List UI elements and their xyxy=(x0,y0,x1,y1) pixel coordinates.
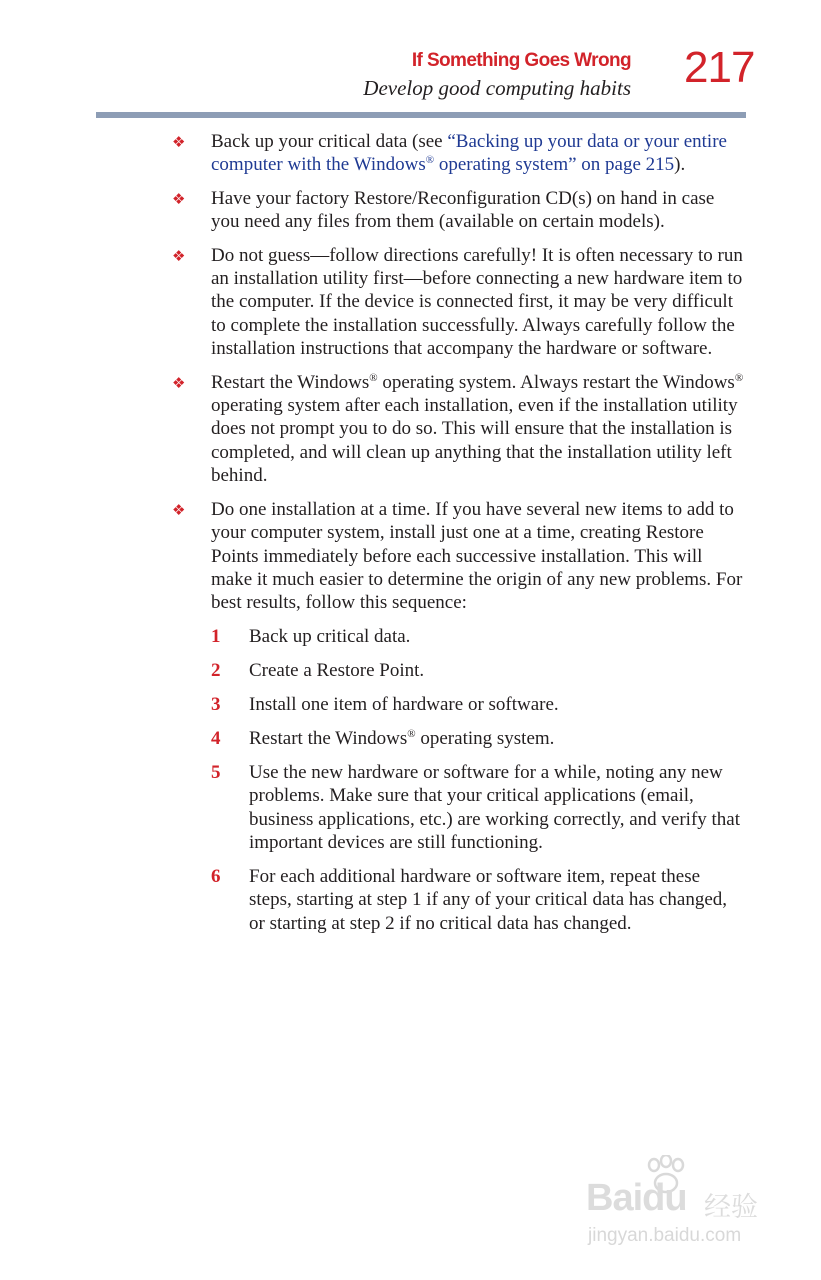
step-number: 5 xyxy=(211,761,221,783)
page-content xyxy=(172,130,747,946)
bullet-item xyxy=(172,244,747,361)
step-text: For each additional hardware or software item, repeat these steps, starting at step 1 if any of your critical data has changed, or starting at step 2 if no critical data has changed. xyxy=(249,865,728,934)
step-text: Restart the Windows® operating system. xyxy=(249,727,555,749)
header-rule xyxy=(96,112,746,118)
step-number: 3 xyxy=(211,693,221,715)
bullet-item xyxy=(172,187,747,234)
diamond-bullet-icon: ❖ xyxy=(172,373,186,392)
step-text: Back up critical data. xyxy=(249,625,411,647)
step-text: Create a Restore Point. xyxy=(249,659,425,681)
step-number: 4 xyxy=(211,727,221,749)
cross-reference-link[interactable]: “Backing up your data or your entire computer with the Windows® operating system” on page 215 xyxy=(211,131,727,176)
step-number: 6 xyxy=(211,865,221,887)
bullet-text: Back up your critical data (see xyxy=(211,131,448,152)
step-item xyxy=(211,625,747,648)
step-item xyxy=(211,693,747,716)
bullet-item xyxy=(172,371,747,488)
diamond-bullet-icon: ❖ xyxy=(172,133,186,151)
watermark-logo: Baidu xyxy=(586,1177,687,1219)
step-text: Use the new hardware or software for a while, noting any new problems. Make sure that your critical applications (email, business applications, etc.) are working correctly, and verify that important devices are still functioning. xyxy=(249,761,741,853)
bullet-text: Do not guess—follow directions carefully! It is often necessary to run an installation utility first—before connecting a new hardware item to the computer. If the device is connected first, it may be very difficult to complete the installation successfully. Always carefully follow the installation instructions that accompany the hardware or software. xyxy=(211,244,743,360)
section-title: Develop good computing habits xyxy=(363,76,631,100)
page-number: 217 xyxy=(684,43,755,92)
page-header xyxy=(0,0,821,120)
diamond-bullet-icon: ❖ xyxy=(172,189,186,208)
watermark xyxy=(586,1155,776,1255)
bullet-text: Restart the Windows® operating system. Always restart the Windows® operating system after each installation, even if the installation utility does not prompt you to do so. This will ensure that the installation is completed, and will clean up anything that the installation utility left behind. xyxy=(211,371,744,487)
bullet-text: Do one installation at a time. If you have several new items to add to your computer system, install just one at a time, creating Restore Points immediately before each successive installation. This will make it much easier to determine the origin of any new problems. For best results, follow this sequence: xyxy=(211,498,743,614)
step-number: 1 xyxy=(211,625,221,647)
step-item xyxy=(211,761,747,855)
bullet-text: Have your factory Restore/Reconfiguration CD(s) on hand in case you need any files from them (available on certain models). xyxy=(211,187,715,233)
step-text: Install one item of hardware or software. xyxy=(249,693,559,715)
watermark-url: jingyan.baidu.com xyxy=(588,1225,742,1246)
step-number: 2 xyxy=(211,659,221,681)
step-item xyxy=(211,727,747,750)
step-item xyxy=(211,865,747,935)
step-item xyxy=(211,659,747,682)
numbered-steps xyxy=(211,625,747,935)
diamond-bullet-icon: ❖ xyxy=(172,246,186,265)
bullet-item xyxy=(172,498,747,615)
watermark-cn: 经验 xyxy=(704,1192,758,1223)
diamond-bullet-icon: ❖ xyxy=(172,500,186,519)
chapter-title: If Something Goes Wrong xyxy=(411,50,631,71)
bullet-item: ❖ Back up your critical data (see “Backing up your data or your entire computer with the Windows® operating system” on page 215). xyxy=(172,131,727,176)
